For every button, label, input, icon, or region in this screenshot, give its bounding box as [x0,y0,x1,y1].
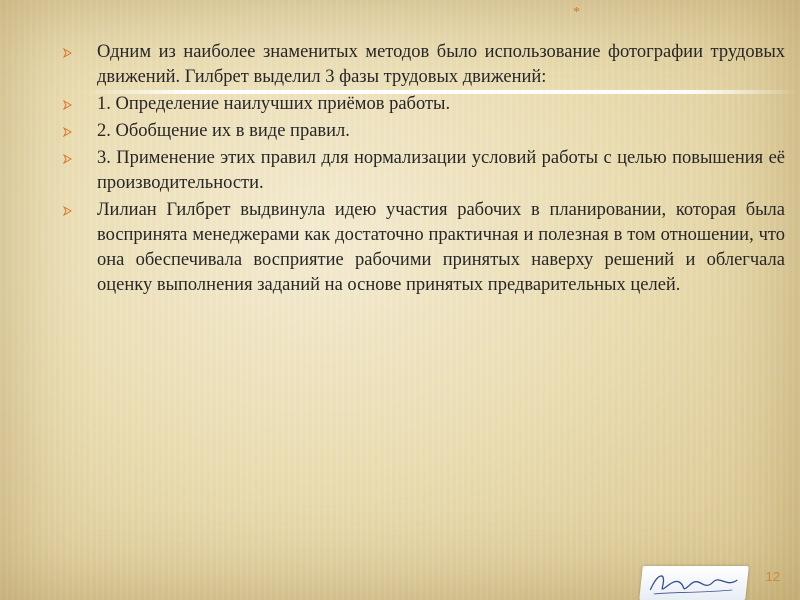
list-item [63,40,785,90]
bullet-diamond-icon [63,127,72,137]
list-item-text: 2. Обобщение их в виде правил. [97,121,350,141]
list-item [63,119,785,144]
page-number: 12 [765,569,780,584]
list-item [63,92,785,117]
top-mark: * [573,5,580,20]
list-item [63,198,785,298]
signature-logo [639,566,749,600]
list-item-text: Одним из наиболее знаменитых методов было использование фотографии трудовых движений. Гилбрет выделил 3 фазы трудовых движений: [97,42,785,87]
bullet-diamond-icon [63,100,72,110]
bullet-diamond-icon [63,206,72,216]
signature-icon [639,566,749,600]
bullet-list [63,40,785,300]
list-item-text: Лилиан Гилбрет выдвинула идею участия рабочих в планировании, которая была воспринята менеджерами как достаточно практичная и полезная в том отношении, что она обеспечивала восприятие рабочими принятых наверху решений и облегчала оценку выполнения заданий на основе принятых предварительных целей. [97,200,785,295]
list-item [63,146,785,196]
list-item-text: 1. Определение наилучших приёмов работы. [97,94,451,114]
list-item-text: 3. Применение этих правил для нормализации условий работы с целью повышения её производительности. [97,148,785,193]
bullet-diamond-icon [63,48,72,58]
bullet-diamond-icon [63,154,72,164]
